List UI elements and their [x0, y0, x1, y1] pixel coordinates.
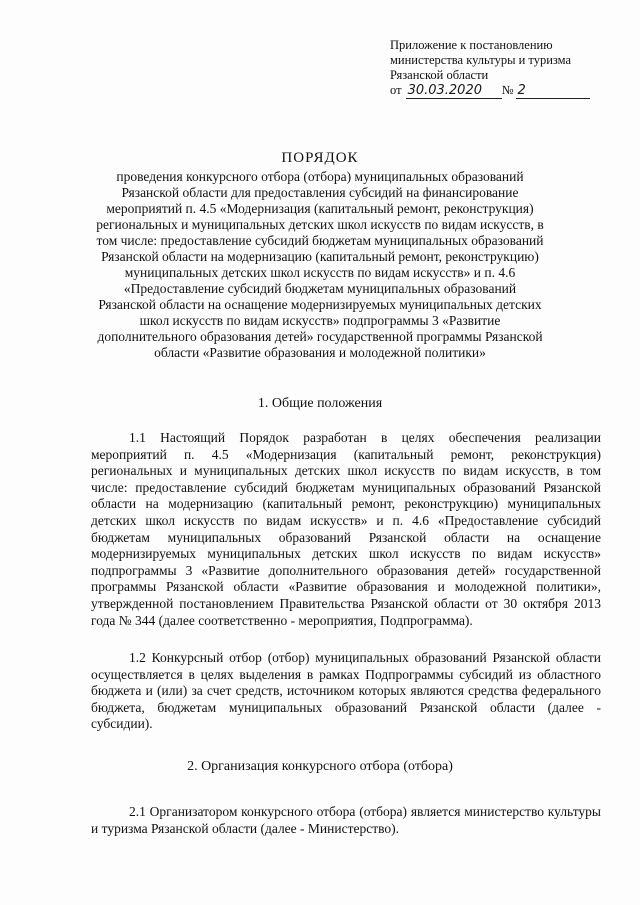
title-line: Рязанской области для предоставления субсидий на финансирование — [121, 185, 519, 200]
date-prefix: от — [390, 83, 402, 97]
appendix-line-1: Приложение к постановлению — [390, 38, 553, 52]
title-line: Рязанской области на модернизацию (капитальный ремонт, реконструкцию) — [101, 249, 539, 264]
appendix-line-3: Рязанской области — [390, 68, 489, 82]
document-title — [70, 150, 570, 361]
handwritten-date: 30.03.2020 — [406, 83, 502, 99]
title-line: проведения конкурсного отбора (отбора) муниципальных образований — [116, 169, 524, 184]
title-line: школ искусств по видам искусств» подпрограммы 3 «Развитие — [139, 313, 501, 328]
title-line: Рязанской области на оснащение модернизируемых муниципальных детских — [98, 297, 542, 312]
title-line: области «Развитие образования и молодежной политики» — [154, 345, 486, 360]
appendix-block — [390, 38, 620, 99]
title-line: региональных и муниципальных детских школ искусств по видам искусств, в — [96, 217, 544, 232]
title-line: мероприятий п. 4.5 «Модернизация (капитальный ремонт, реконструкция) — [106, 201, 534, 216]
paragraph-1-2: 1.2 Конкурсный отбор (отбор) муниципальных образований Рязанской области осуществляется в целях выделения в рамках Подпрограммы субсидий из областного бюджета и (или) за счет средств, источником которых являются средства федерального бюджета, бюджетам муниципальных образований Рязанской области (далее - субсидии). — [91, 650, 601, 732]
title-line: том числе: предоставление субсидий бюджетам муниципальных образований — [96, 233, 544, 248]
title-main: ПОРЯДОК — [281, 150, 359, 166]
section-1-heading: 1. Общие положения — [257, 396, 383, 411]
section-2-heading: 2. Организация конкурсного отбора (отбора) — [187, 759, 453, 774]
number-sign: № — [501, 83, 514, 97]
title-line: дополнительного образования детей» государственной программы Рязанской — [97, 329, 543, 344]
appendix-date-row — [390, 83, 620, 99]
handwritten-number: 2 — [516, 83, 590, 99]
title-line: муниципальных детских школ искусств по видам искусств» и п. 4.6 — [124, 265, 516, 280]
title-line: «Предоставление субсидий бюджетам муниципальных образований — [123, 281, 517, 296]
appendix-line-2: министерства культуры и туризма — [390, 53, 572, 67]
paragraph-2-1: 2.1 Организатором конкурсного отбора (отбора) является министерство культуры и туризма Рязанской области (далее - Министерство). — [91, 804, 601, 836]
paragraph-1-1: 1.1 Настоящий Порядок разработан в целях обеспечения реализации мероприятий п. 4.5 «Модернизация (капитальный ремонт, реконструкция) региональных и муниципальных детских школ искусств по видам искусств, в том числе: предоставление субсидий бюджетам муниципальных образований Рязанской области на модернизацию (капитальный ремонт, реконструкцию) муниципальных детских школ искусств по видам искусств» и п. 4.6 «Предоставление субсидий бюджетам муниципальных образований Рязанской области на оснащение модернизируемых муниципальных детских школ искусств по видам искусств» подпрограммы 3 «Развитие дополнительного образования детей» государственной программы Рязанской области «Развитие образования и молодежной политики», утвержденной постановлением Правительства Рязанской области от 30 октября 2013 года № 344 (далее соответственно - мероприятия, Подпрограмма). — [91, 430, 601, 628]
